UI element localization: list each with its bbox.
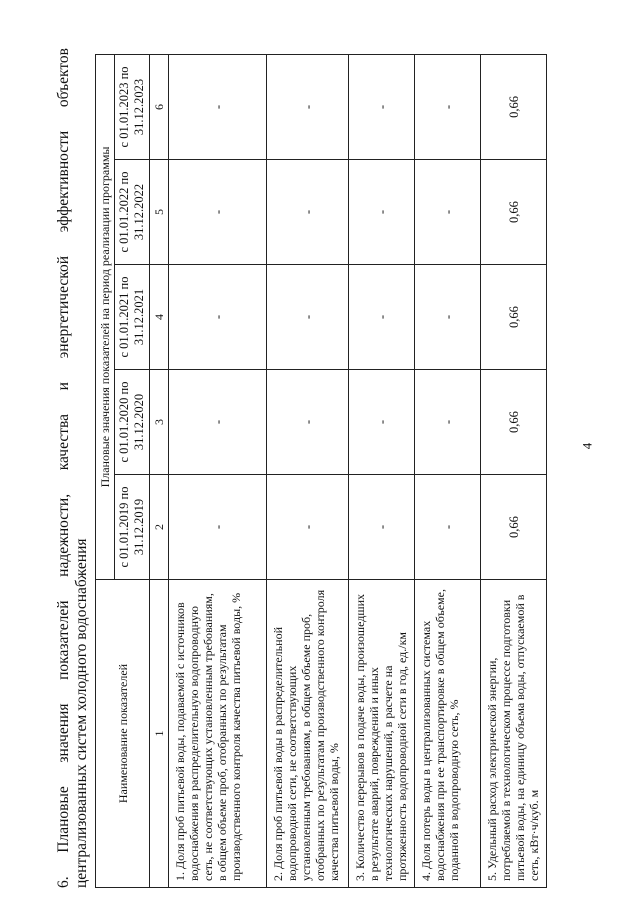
indicator-value: - (267, 475, 349, 580)
indicator-value: - (267, 370, 349, 475)
indicator-value: - (169, 265, 267, 370)
indicator-value: - (267, 160, 349, 265)
indicator-name: 3. Количество перерывов в подаче воды, произошедших в результате аварий, повреждений и иных технологических нарушений, в расчете на протяженность водопроводной сети в год, ед./км (349, 580, 415, 888)
table-row (267, 54, 349, 887)
table-column-numbers-row (150, 54, 169, 887)
planned-values-group-header: Плановые значения показателей на период реализации программы (96, 54, 115, 579)
table-row (169, 54, 267, 887)
indicator-value: - (267, 54, 349, 159)
table-row (415, 54, 481, 887)
indicator-value: - (349, 265, 415, 370)
indicator-value: - (349, 370, 415, 475)
section-heading (55, 48, 91, 888)
column-number: 2 (150, 475, 169, 580)
indicator-value: - (267, 265, 349, 370)
section-heading-line2: централизованных систем холодного водоснабжения (73, 538, 90, 888)
indicator-value: - (349, 475, 415, 580)
table-header-row-group (96, 54, 115, 887)
indicator-value: 0,66 (481, 265, 547, 370)
indicator-value: - (349, 160, 415, 265)
page-number: 4 (579, 442, 595, 450)
period-header: с 01.01.2019 по 31.12.2019 (115, 475, 150, 580)
column-number: 6 (150, 54, 169, 159)
section-heading-line1: 6. Плановые значения показателей надежности, качества и энергетической эффективности объектов (55, 48, 72, 888)
table-row (349, 54, 415, 887)
indicator-value: 0,66 (481, 54, 547, 159)
column-number: 3 (150, 370, 169, 475)
indicator-value: - (415, 160, 481, 265)
indicator-value: - (415, 475, 481, 580)
indicator-value: - (415, 370, 481, 475)
rotated-content (55, 48, 625, 888)
indicator-value: 0,66 (481, 475, 547, 580)
indicator-value: - (169, 370, 267, 475)
period-header: с 01.01.2020 по 31.12.2020 (115, 370, 150, 475)
indicator-value: 0,66 (481, 160, 547, 265)
name-column-header: Наименование показателей (96, 580, 150, 888)
column-number: 4 (150, 265, 169, 370)
indicator-value: - (169, 475, 267, 580)
period-header: с 01.01.2022 по 31.12.2022 (115, 160, 150, 265)
column-number: 1 (150, 580, 169, 888)
indicator-value: - (349, 54, 415, 159)
indicator-name: 5. Удельный расход электрической энергии, потребляемой в технологическом процессе подготовки питьевой воды, на единицу объема воды, отпускаемой в сеть, кВт·ч/куб. м (481, 580, 547, 888)
period-header: с 01.01.2021 по 31.12.2021 (115, 265, 150, 370)
period-header: с 01.01.2023 по 31.12.2023 (115, 54, 150, 159)
indicator-value: 0,66 (481, 370, 547, 475)
indicator-value: - (415, 265, 481, 370)
indicator-value: - (169, 160, 267, 265)
indicator-value: - (415, 54, 481, 159)
column-number: 5 (150, 160, 169, 265)
indicators-table (95, 54, 547, 888)
indicator-name: 1. Доля проб питьевой воды, подаваемой с источников водоснабжения в распределительную водопроводную сеть, не соответствующих установленным требованиям, в общем объеме проб, отобранных по результатам производственного контроля качества питьевой воды, % (169, 580, 267, 888)
indicator-name: 4. Доля потерь воды в централизованных системах водоснабжения при ее транспортировке в общем объеме, поданной в водопроводную сеть, % (415, 580, 481, 888)
indicator-name: 2. Доля проб питьевой воды в распределительной водопроводной сети, не соответствующих установленным требованиям, в общем объеме проб, отобранных по результатам производственного контроля качества питьевой воды, % (267, 580, 349, 888)
table-row (481, 54, 547, 887)
indicator-value: - (169, 54, 267, 159)
